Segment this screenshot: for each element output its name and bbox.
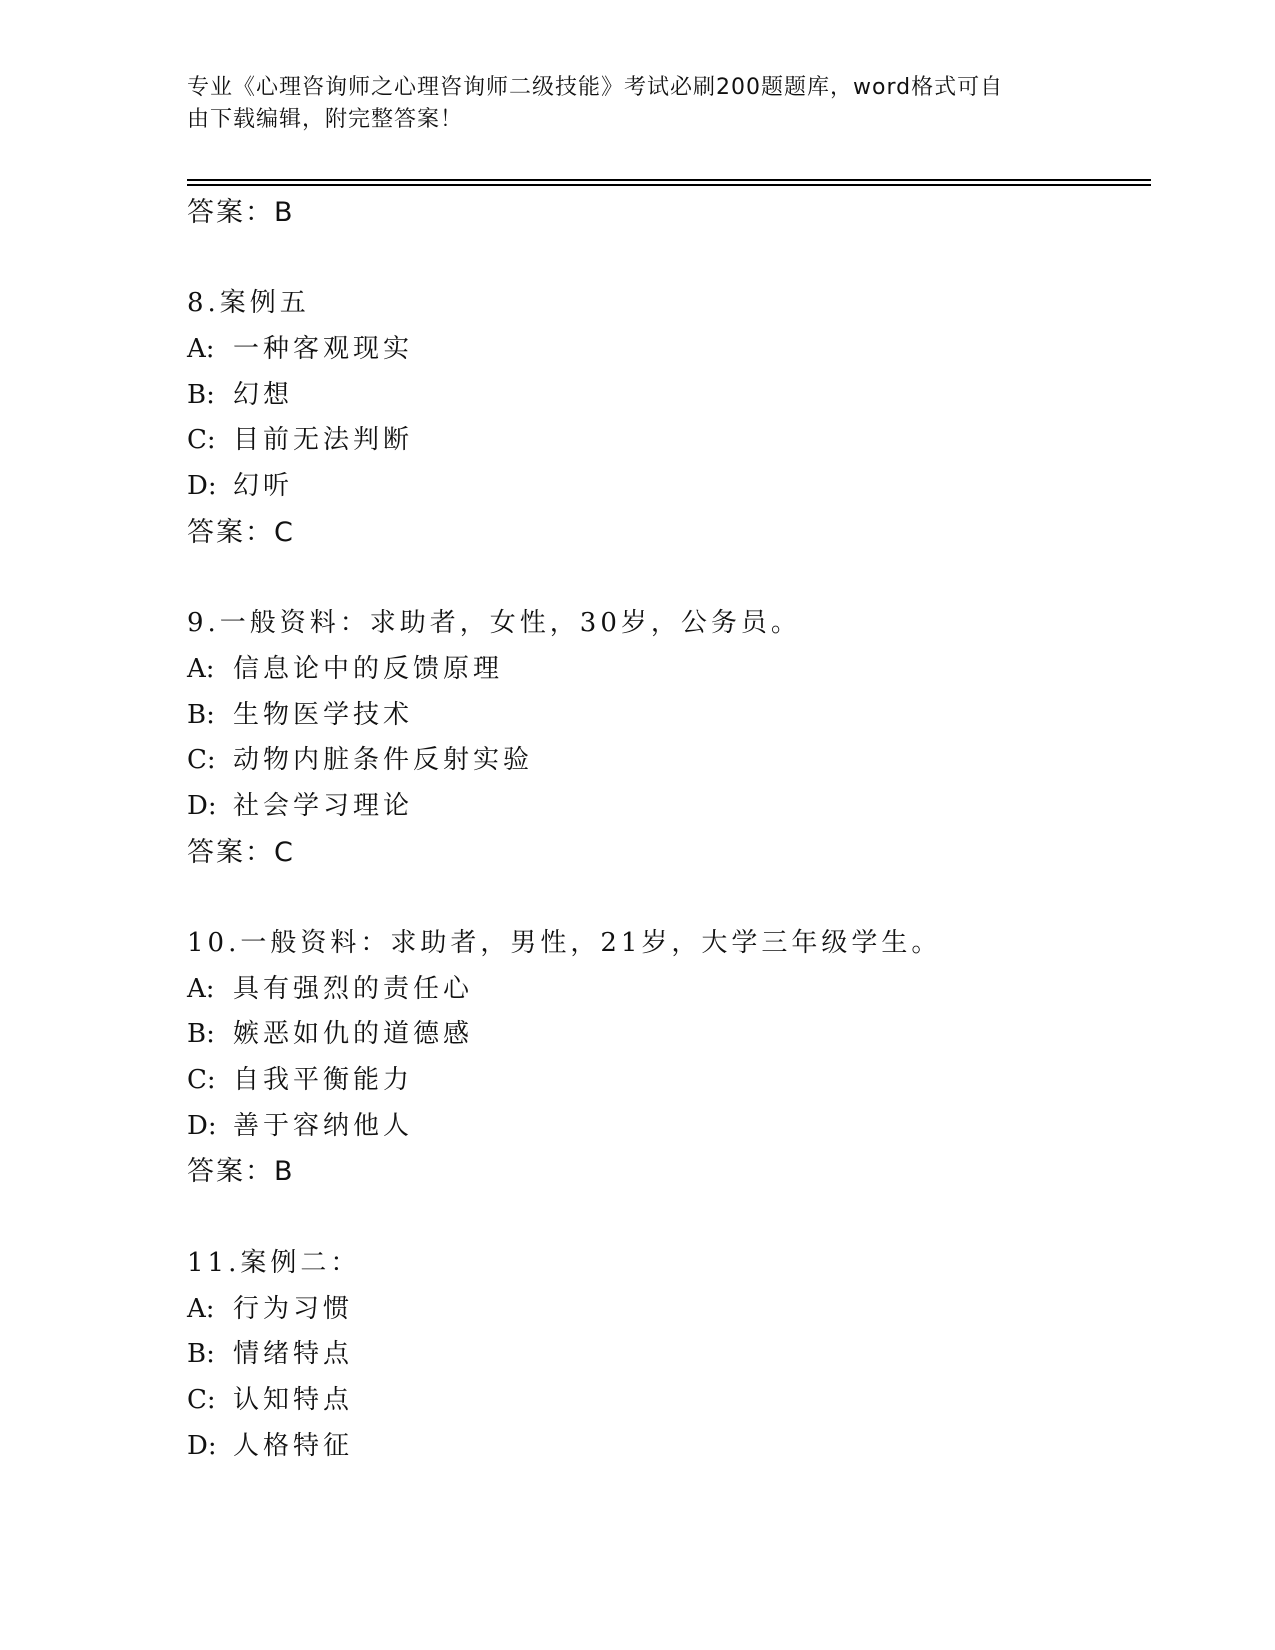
option-key: B: xyxy=(187,379,215,410)
option-text: 自我平衡能力 xyxy=(233,1065,414,1096)
option-d xyxy=(187,464,1147,510)
question-list xyxy=(187,190,1147,1469)
option-key: D: xyxy=(187,1110,217,1141)
option-text: 善于容纳他人 xyxy=(233,1110,414,1141)
previous-answer: 答案：B xyxy=(187,197,295,228)
option-text: 幻听 xyxy=(233,471,294,502)
header-line-2: 由下载编辑，附完整答案！ xyxy=(187,107,464,132)
option-key: B: xyxy=(187,1019,215,1050)
option-c xyxy=(187,1378,1147,1424)
option-d xyxy=(187,1104,1147,1150)
option-c xyxy=(187,738,1147,784)
option-key: C: xyxy=(187,1065,216,1096)
option-key: B: xyxy=(187,699,215,730)
option-key: D: xyxy=(187,790,217,821)
option-text: 具有强烈的责任心 xyxy=(233,973,474,1004)
option-key: B: xyxy=(187,1339,215,1370)
option-key: A: xyxy=(187,973,215,1004)
header-divider-bottom xyxy=(187,184,1151,186)
question-item xyxy=(187,921,1147,1195)
option-c xyxy=(187,418,1147,464)
option-d xyxy=(187,1424,1147,1470)
option-key: D: xyxy=(187,471,217,502)
document-header xyxy=(187,72,1067,136)
option-a xyxy=(187,647,1147,693)
option-text: 动物内脏条件反射实验 xyxy=(233,745,534,776)
option-text: 情绪特点 xyxy=(233,1339,354,1370)
question-title: 11.案例二： xyxy=(187,1247,361,1278)
question-answer: 答案：C xyxy=(187,836,295,868)
option-a xyxy=(187,327,1147,373)
option-text: 生物医学技术 xyxy=(233,699,414,730)
option-text: 社会学习理论 xyxy=(233,790,414,821)
spacer xyxy=(187,1195,1147,1241)
option-b xyxy=(187,1332,1147,1378)
spacer xyxy=(187,556,1147,602)
option-text: 目前无法判断 xyxy=(233,425,414,456)
question-title: 8.案例五 xyxy=(187,288,310,319)
option-key: C: xyxy=(187,425,216,456)
question-title: 10.一般资料：求助者，男性，21岁，大学三年级学生。 xyxy=(187,928,942,958)
spacer xyxy=(187,236,1147,282)
option-key: A: xyxy=(187,334,215,365)
option-text: 嫉恶如仇的道德感 xyxy=(233,1019,474,1050)
option-key: C: xyxy=(187,745,216,776)
option-text: 幻想 xyxy=(233,379,294,410)
option-b xyxy=(187,1012,1147,1058)
option-text: 信息论中的反馈原理 xyxy=(233,653,504,684)
question-title: 9.一般资料：求助者，女性，30岁，公务员。 xyxy=(187,608,801,639)
option-text: 行为习惯 xyxy=(233,1293,354,1324)
question-item xyxy=(187,281,1147,555)
header-divider-top xyxy=(187,179,1151,181)
spacer xyxy=(187,875,1147,921)
header-line-1: 专业《心理咨询师之心理咨询师二级技能》考试必刷200题题库，word格式可自 xyxy=(187,75,1004,100)
question-answer: 答案：C xyxy=(187,516,295,548)
question-answer: 答案：B xyxy=(187,1156,295,1188)
option-a xyxy=(187,967,1147,1013)
option-key: A: xyxy=(187,653,215,684)
option-b xyxy=(187,693,1147,739)
question-item xyxy=(187,601,1147,875)
option-key: C: xyxy=(187,1384,216,1415)
question-item xyxy=(187,1241,1147,1469)
option-text: 人格特征 xyxy=(233,1430,354,1461)
option-text: 一种客观现实 xyxy=(233,334,414,365)
option-key: D: xyxy=(187,1430,217,1461)
option-c xyxy=(187,1058,1147,1104)
option-d xyxy=(187,784,1147,830)
option-a xyxy=(187,1287,1147,1333)
option-key: A: xyxy=(187,1293,215,1324)
option-text: 认知特点 xyxy=(233,1384,354,1415)
option-b xyxy=(187,373,1147,419)
